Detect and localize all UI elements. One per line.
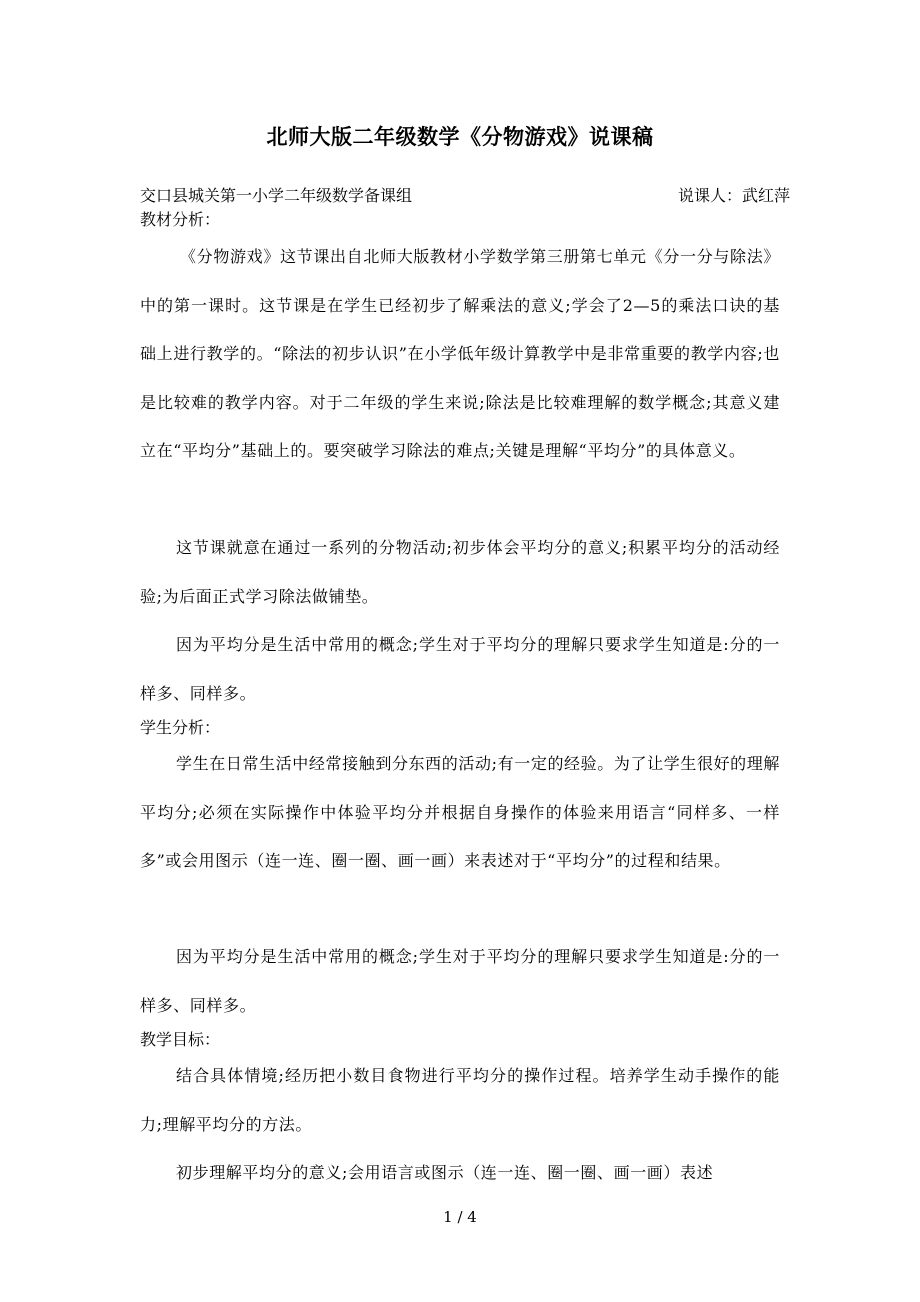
paragraph: 学生在日常生活中经常接触到分东西的活动;有一定的经验。为了让学生很好的理解平均分;必须在实际操作中体验平均分并根据自身操作的体验来用语言“同样多、一样多”或会用图示（连一连、圈一圈、画一画）来表述对于“平均分”的过程和结果。 (140, 754, 780, 870)
section-heading-textbook: 教材分析： (140, 210, 221, 229)
paragraph: 结合具体情境;经历把小数目食物进行平均分的操作过程。培养学生动手操作的能力;理解平均分的方法。 (140, 1066, 780, 1134)
page-number: 1 / 4 (443, 1208, 477, 1226)
paragraph: 《分物游戏》这节课出自北师大版教材小学数学第三册第七单元《分一分与除法》中的第一课时。这节课是在学生已经初步了解乘法的意义;学会了2—5的乘法口诀的基础上进行教学的。“除法的初步认识”在小学低年级计算教学中是非常重要的教学内容;也是比较难的教学内容。对于二年级的学生来说;除法是比较难理解的数学概念;其意义建立在“平均分”基础上的。要突破学习除法的难点;关键是理解“平均分”的具体意义。 (140, 247, 780, 460)
paragraph: 因为平均分是生活中常用的概念;学生对于平均分的理解只要求学生知道是:分的一样多、同样多。 (140, 947, 780, 1015)
speaker-name: 说课人：武红萍 (677, 186, 790, 205)
paragraph: 这节课就意在通过一系列的分物活动;初步体会平均分的意义;积累平均分的活动经验;为后面正式学习除法做铺垫。 (140, 538, 780, 606)
section-heading-goals: 教学目标： (140, 1030, 221, 1049)
paragraph: 因为平均分是生活中常用的概念;学生对于平均分的理解只要求学生知道是:分的一样多、同样多。 (140, 635, 780, 703)
author-line (140, 184, 790, 208)
section-heading-students: 学生分析： (140, 718, 221, 737)
document-title: 北师大版二年级数学《分物游戏》说课稿 (266, 125, 654, 149)
lesson-group: 交口县城关第一小学二年级数学备课组 (140, 186, 413, 205)
paragraph: 初步理解平均分的意义;会用语言或图示（连一连、圈一圈、画一画）表述 (176, 1163, 714, 1182)
